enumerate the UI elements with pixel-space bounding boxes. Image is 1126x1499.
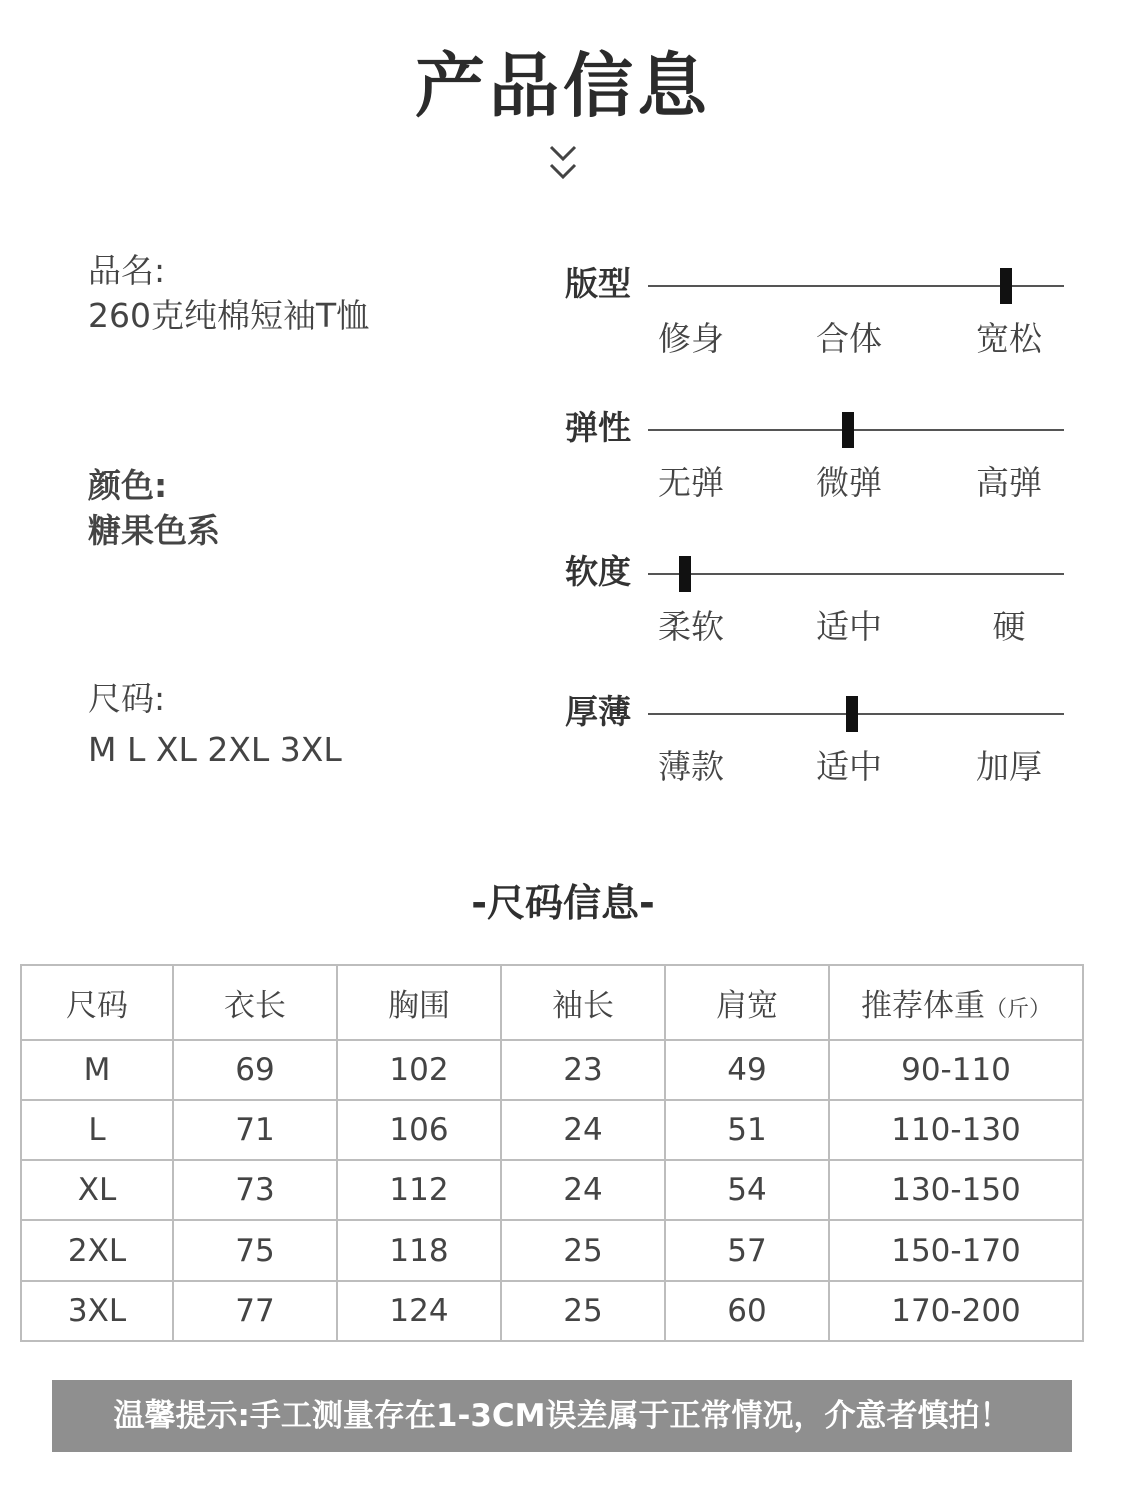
table-header-row (21, 965, 1083, 1040)
table-cell: 25 (501, 1281, 665, 1341)
table-cell: 106 (337, 1100, 501, 1160)
table-row (21, 1160, 1083, 1220)
table-cell: XL (21, 1160, 173, 1220)
scale-option: 加厚 (976, 747, 1042, 786)
double-chevron-down-icon (543, 143, 583, 185)
scale-option: 适中 (816, 747, 882, 786)
scale-marker (679, 556, 691, 592)
scale-line (648, 429, 1064, 431)
color-value: 糖果色系 (88, 511, 220, 550)
attribute-name: 弹性 (565, 408, 631, 447)
color-label: 颜色: (88, 466, 168, 505)
scale-marker (1000, 268, 1012, 304)
table-header-cell (829, 965, 1083, 1040)
table-cell: 90-110 (829, 1040, 1083, 1100)
scale-marker (846, 696, 858, 732)
table-cell: 170-200 (829, 1281, 1083, 1341)
scale-option: 柔软 (658, 607, 724, 646)
table-cell: 51 (665, 1100, 829, 1160)
scale-option: 修身 (658, 319, 724, 358)
scale-option: 高弹 (976, 463, 1042, 502)
product-name-label: 品名: (88, 251, 166, 290)
table-cell: 130-150 (829, 1160, 1083, 1220)
table-header-cell: 衣长 (173, 965, 337, 1040)
table-cell: 102 (337, 1040, 501, 1100)
size-section-title: -尺码信息- (471, 881, 655, 925)
table-cell: 2XL (21, 1220, 173, 1280)
table-header-cell: 尺码 (21, 965, 173, 1040)
table-cell: 57 (665, 1220, 829, 1280)
table-cell: M (21, 1040, 173, 1100)
page-title: 产品信息 (415, 45, 711, 127)
table-row (21, 1220, 1083, 1280)
table-cell: 118 (337, 1220, 501, 1280)
table-row (21, 1281, 1083, 1341)
table-row (21, 1040, 1083, 1100)
table-header-cell: 胸围 (337, 965, 501, 1040)
table-cell: 3XL (21, 1281, 173, 1341)
weight-header-label: 推荐体重 (860, 987, 985, 1024)
product-name-value: 260克纯棉短袖T恤 (88, 296, 370, 335)
table-cell: 77 (173, 1281, 337, 1341)
table-cell: 75 (173, 1220, 337, 1280)
scale-option: 薄款 (658, 747, 724, 786)
table-cell: 54 (665, 1160, 829, 1220)
attribute-name: 厚薄 (565, 692, 631, 731)
table-cell: 60 (665, 1281, 829, 1341)
scale-option: 微弹 (816, 463, 882, 502)
scale-option: 适中 (816, 607, 882, 646)
scale-option: 硬 (992, 607, 1026, 646)
table-cell: 110-130 (829, 1100, 1083, 1160)
table-header-cell: 袖长 (501, 965, 665, 1040)
table-cell: 73 (173, 1160, 337, 1220)
scale-option: 无弹 (658, 463, 724, 502)
table-cell: 23 (501, 1040, 665, 1100)
table-cell: 124 (337, 1281, 501, 1341)
table-cell: 150-170 (829, 1220, 1083, 1280)
size-table (20, 964, 1084, 1342)
scale-option: 合体 (816, 319, 882, 358)
table-cell: 71 (173, 1100, 337, 1160)
table-cell: 69 (173, 1040, 337, 1100)
table-row (21, 1100, 1083, 1160)
table-header-cell: 肩宽 (665, 965, 829, 1040)
scale-line (648, 573, 1064, 575)
table-cell: L (21, 1100, 173, 1160)
weight-unit: （斤） (984, 996, 1051, 1022)
table-cell: 49 (665, 1040, 829, 1100)
table-cell: 24 (501, 1100, 665, 1160)
size-value: M L XL 2XL 3XL (88, 730, 342, 769)
table-cell: 25 (501, 1220, 665, 1280)
table-cell: 24 (501, 1160, 665, 1220)
attribute-name: 版型 (565, 264, 631, 303)
attribute-name: 软度 (565, 552, 631, 591)
table-cell: 112 (337, 1160, 501, 1220)
size-label: 尺码: (88, 679, 166, 718)
scale-option: 宽松 (976, 319, 1042, 358)
tip-banner: 温馨提示:手工测量存在1-3CM误差属于正常情况，介意者慎拍！ (52, 1380, 1072, 1452)
scale-marker (842, 412, 854, 448)
